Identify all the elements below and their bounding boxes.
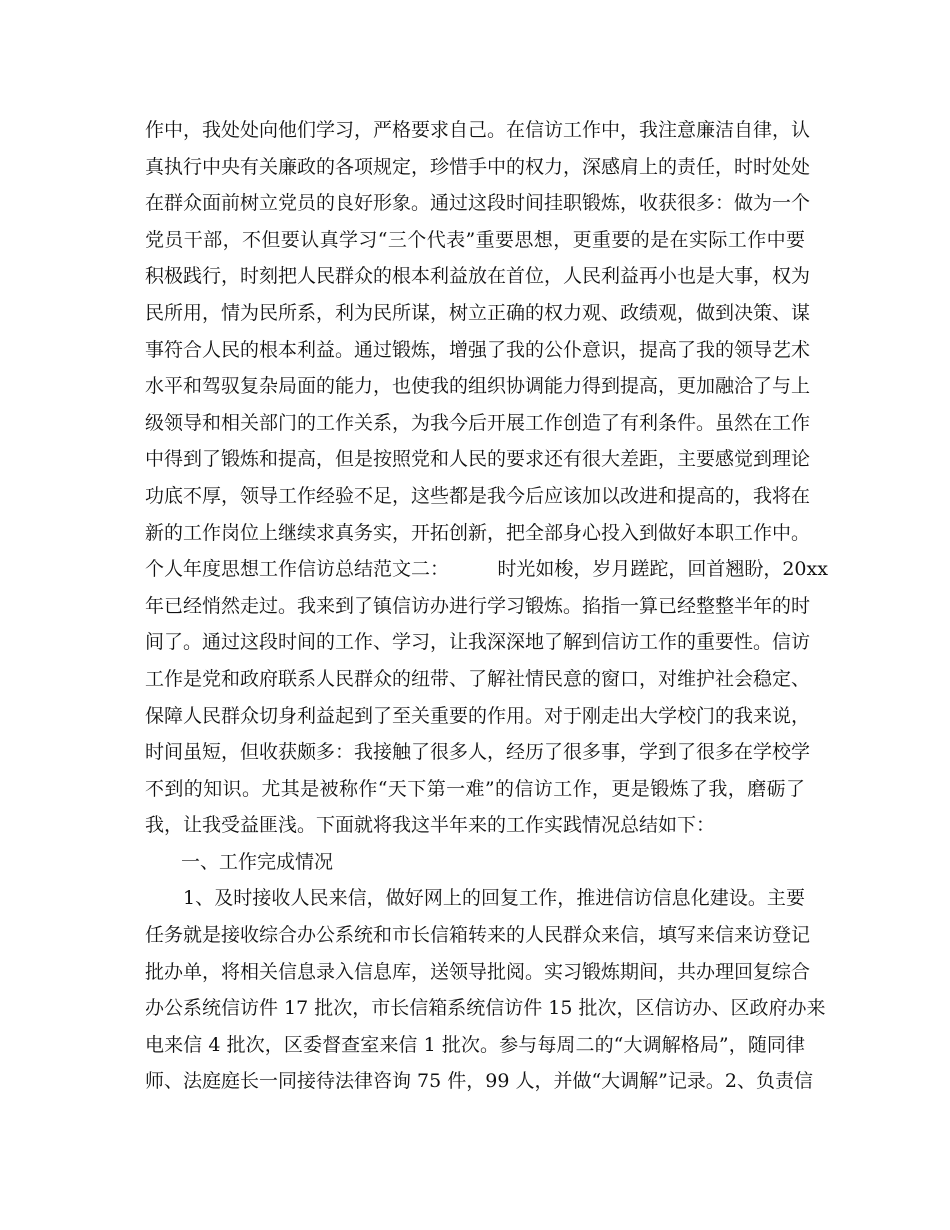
text-line: 新的工作岗位上继续求真务实，开拓创新，把全部身心投入到做好本职工作中。 — [145, 521, 811, 544]
paragraph-first-line: 1、及时接收人民来信，做好网上的回复工作，推进信访信息化建设。主要 — [183, 887, 805, 910]
text-line: 电来信 4 批次，区委督查室来信 1 批次。参与每周二的“大调解格局”，随同律 — [145, 1033, 805, 1056]
text-line: 年已经悄然走过。我来到了镇信访办进行学习锻炼。掐指一算已经整整半年的时 — [145, 594, 811, 617]
text-line: 党员干部，不但要认真学习“三个代表”重要思想，更重要的是在实际工作中要 — [145, 228, 805, 251]
section-heading-line: 个人年度思想工作信访总结范文二： 时光如梭，岁月蹉跎，回首翘盼，20xx — [145, 558, 828, 581]
text-line: 工作是党和政府联系人民群众的纽带、了解社情民意的窗口，对维护社会稳定、 — [145, 667, 811, 690]
text-line: 功底不厚，领导工作经验不足，这些都是我今后应该加以改进和提高的，我将在 — [145, 484, 811, 507]
text-line: 民所用，情为民所系，利为民所谋，树立正确的权力观、政绩观，做到决策、谋 — [145, 301, 811, 324]
text-line: 在群众面前树立党员的良好形象。通过这段时间挂职锻炼，收获很多：做为一个 — [145, 192, 811, 215]
text-line: 积极践行，时刻把人民群众的根本利益放在首位，人民利益再小也是大事，权为 — [145, 265, 811, 288]
text-line: 间了。通过这段时间的工作、学习，让我深深地了解到信访工作的重要性。信访 — [145, 631, 811, 654]
text-line: 作中，我处处向他们学习，严格要求自己。在信访工作中，我注意廉洁自律，认 — [145, 119, 811, 141]
document-body — [145, 112, 828, 1100]
text-line: 保障人民群众切身利益起到了至关重要的作用。对于刚走出大学校门的我来说， — [145, 704, 811, 727]
text-line: 真执行中央有关廉政的各项规定，珍惜手中的权力，深感肩上的责任，时时处处 — [145, 155, 811, 178]
text-line: 中得到了锻炼和提高，但是按照党和人民的要求还有很大差距，主要感觉到理论 — [145, 448, 811, 471]
text-line: 级领导和相关部门的工作关系，为我今后开展工作创造了有利条件。虽然在工作 — [145, 411, 811, 434]
text-line: 任务就是接收综合办公系统和市长信箱转来的人民群众来信，填写来信来访登记 — [145, 924, 811, 947]
text-line: 时间虽短，但收获颇多：我接触了很多人，经历了很多事，学到了很多在学校学 — [145, 741, 811, 764]
text-line: 事符合人民的根本利益。通过锻炼，增强了我的公仆意识，提高了我的领导艺术 — [145, 338, 811, 361]
text-line: 批办单，将相关信息录入信息库，送领导批阅。实习锻炼期间，共办理回复综合 — [145, 960, 811, 983]
text-line: 不到的知识。尤其是被称作“天下第一难”的信访工作，更是锻炼了我，磨砺了 — [145, 777, 805, 800]
text-line: 我，让我受益匪浅。下面就将我这半年来的工作实践情况总结如下： — [145, 814, 716, 837]
text-line: 水平和驾驭复杂局面的能力，也使我的组织协调能力得到提高，更加融洽了与上 — [145, 375, 811, 398]
text-line: 办公系统信访件 17 批次，市长信箱系统信访件 15 批次，区信访办、区政府办来 — [145, 997, 826, 1020]
text-line: 师、法庭庭长一同接待法律咨询 75 件，99 人，并做“大调解”记录。2、负责信 — [145, 1070, 813, 1093]
section-heading: 一、工作完成情况 — [181, 850, 334, 873]
